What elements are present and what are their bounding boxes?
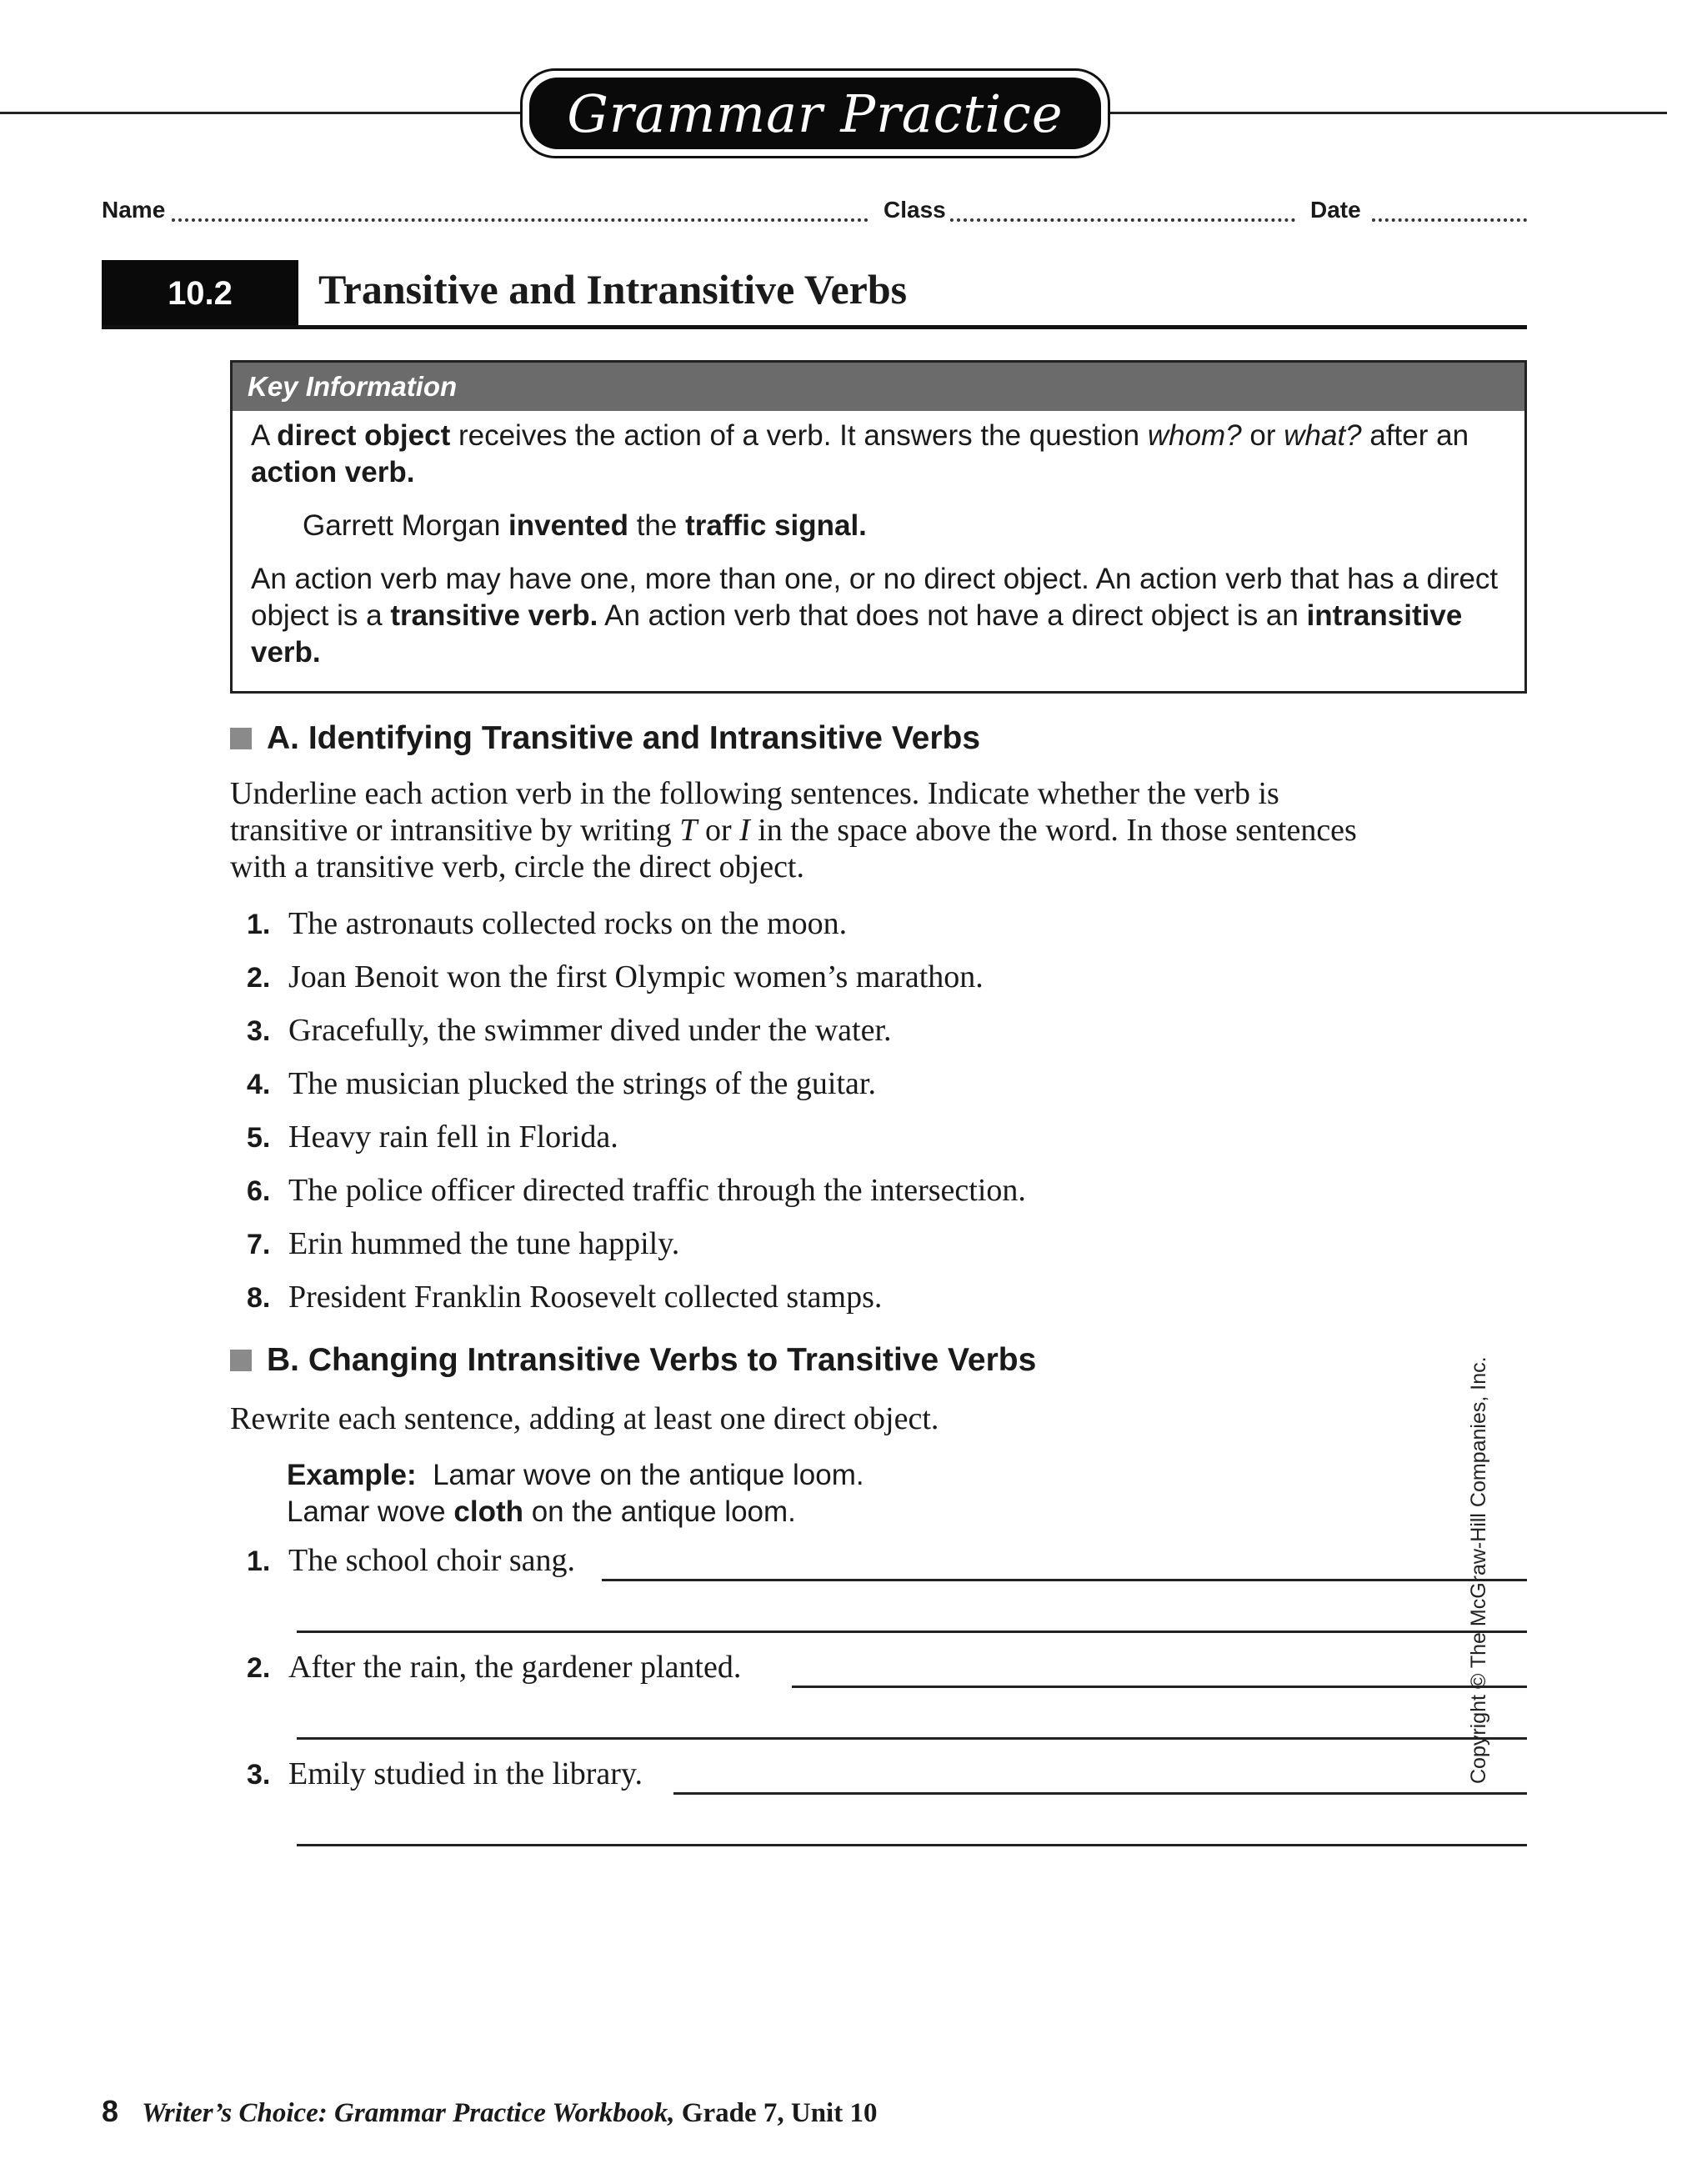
text: invented: [508, 509, 628, 542]
list-item: [247, 1065, 876, 1102]
text: or: [697, 813, 740, 848]
section-a-heading: [230, 720, 980, 757]
list-item: [247, 1012, 892, 1049]
item-number: 8.: [247, 1282, 271, 1314]
name-label: Name: [102, 197, 166, 223]
item-number: 3.: [247, 1759, 271, 1791]
class-field[interactable]: [950, 193, 1295, 222]
date-label: Date: [1310, 197, 1361, 223]
grade-unit: Grade 7, Unit 10: [674, 2098, 878, 2128]
answer-line[interactable]: [602, 1579, 1527, 1581]
answer-line[interactable]: [673, 1792, 1527, 1795]
text: An action verb may have one, more than one, or no direct object. An action verb that has a direct object is a: [251, 563, 1499, 632]
text: or: [1241, 419, 1284, 452]
text: cloth: [453, 1495, 523, 1528]
rewrite-item: [247, 1649, 741, 1686]
item-text: Gracefully, the swimmer dived under the water.: [288, 1013, 892, 1048]
key-information-box: [230, 360, 1527, 694]
term-action-verb: action verb.: [251, 456, 415, 488]
list-item: [247, 1172, 1026, 1209]
text: in the space above the word. In those sentences with a transitive verb, circle the direct object.: [230, 813, 1357, 884]
lesson-number: 10.2: [168, 274, 233, 312]
item-number: 5.: [247, 1122, 271, 1154]
item-text: Emily studied in the library.: [288, 1756, 643, 1791]
item-text: The musician plucked the strings of the guitar.: [288, 1066, 876, 1101]
copyright-notice: Copyright © The McGraw-Hill Companies, Inc.: [1467, 1356, 1490, 1784]
banner-title: Grammar Practice: [567, 83, 1064, 144]
text: whom?: [1147, 419, 1242, 452]
text: the: [628, 509, 686, 542]
item-number: 6.: [247, 1175, 271, 1207]
item-number: 7.: [247, 1229, 271, 1260]
date-field[interactable]: [1372, 193, 1527, 222]
text: Garrett Morgan: [303, 509, 509, 542]
item-number: 2.: [247, 1652, 271, 1684]
example-label: Example:: [287, 1459, 417, 1491]
page-number: 8: [102, 2094, 119, 2128]
section-b-instructions: Rewrite each sentence, adding at least one direct object.: [230, 1401, 939, 1436]
example-block: [287, 1457, 864, 1530]
list-item: [247, 905, 847, 942]
key-info-paragraph-2: [251, 561, 1508, 671]
item-number: 4.: [247, 1069, 271, 1100]
item-text: The astronauts collected rocks on the moon.: [288, 906, 848, 941]
item-text: Heavy rain fell in Florida.: [288, 1120, 618, 1155]
answer-line[interactable]: [297, 1737, 1527, 1740]
item-number: 1.: [247, 1545, 271, 1577]
text: Lamar wove: [287, 1495, 454, 1528]
lesson-title: Transitive and Intransitive Verbs: [318, 266, 908, 313]
key-info-example: [251, 508, 1508, 544]
rewrite-item: [247, 1756, 643, 1792]
item-text: The police officer directed traffic through the intersection.: [288, 1173, 1026, 1208]
square-bullet-icon: [230, 728, 252, 749]
section-a-title: A. Identifying Transitive and Intransitive Verbs: [267, 720, 981, 756]
section-b-heading: [230, 1342, 1036, 1379]
section-a-instructions: [230, 775, 1397, 885]
item-number: 1.: [247, 909, 271, 940]
lesson-number-badge: [102, 260, 298, 327]
answer-line[interactable]: [792, 1686, 1527, 1688]
item-number: 3.: [247, 1015, 271, 1047]
list-item: [247, 1225, 679, 1262]
item-text: After the rain, the gardener planted.: [288, 1650, 742, 1685]
text: T: [679, 813, 698, 848]
list-item: [247, 959, 984, 995]
text: An action verb that does not have a direct object is an: [598, 599, 1307, 632]
text: traffic signal.: [685, 509, 867, 542]
item-text: President Franklin Roosevelt collected stamps.: [288, 1280, 883, 1315]
example-line-1: [287, 1457, 864, 1494]
key-information-body: [251, 418, 1508, 688]
name-field[interactable]: [172, 193, 869, 222]
text: Underline each action verb in the following sentences. Indicate whether the verb is transitive or intransitive by writing: [230, 776, 1279, 848]
key-info-paragraph-1: [251, 418, 1508, 491]
page-footer: [102, 2094, 877, 2129]
section-b-title: B. Changing Intransitive Verbs to Transitive Verbs: [267, 1342, 1037, 1378]
lesson-rule: [102, 325, 1527, 329]
book-title: Writer’s Choice: Grammar Practice Workbook,: [142, 2098, 675, 2128]
text: I: [739, 813, 750, 848]
answer-line[interactable]: [297, 1630, 1527, 1633]
title-banner: [520, 68, 1110, 158]
item-number: 2.: [247, 962, 271, 994]
list-item: [247, 1119, 618, 1155]
rewrite-item: [247, 1542, 575, 1579]
item-text: Erin hummed the tune happily.: [288, 1226, 680, 1261]
text: on the antique loom.: [523, 1495, 796, 1528]
text: A: [251, 419, 278, 452]
key-information-heading: Key Information: [233, 363, 1524, 411]
name-class-date-line: [102, 193, 1527, 227]
list-item: [247, 1279, 882, 1315]
term-intransitive-verb: intransitive verb.: [251, 599, 1463, 669]
text: after an: [1361, 419, 1469, 452]
item-text: Joan Benoit won the first Olympic women’s marathon.: [288, 959, 984, 994]
answer-line[interactable]: [297, 1844, 1527, 1846]
text: what?: [1284, 419, 1362, 452]
term-transitive-verb: transitive verb.: [390, 599, 598, 632]
example-sentence: Lamar wove on the antique loom.: [433, 1459, 864, 1491]
text: receives the action of a verb. It answers the question: [450, 419, 1148, 452]
item-text: The school choir sang.: [288, 1543, 576, 1578]
example-line-2: [287, 1494, 864, 1530]
class-label: Class: [884, 197, 946, 223]
term-direct-object: direct object: [277, 419, 451, 452]
square-bullet-icon: [230, 1350, 252, 1371]
